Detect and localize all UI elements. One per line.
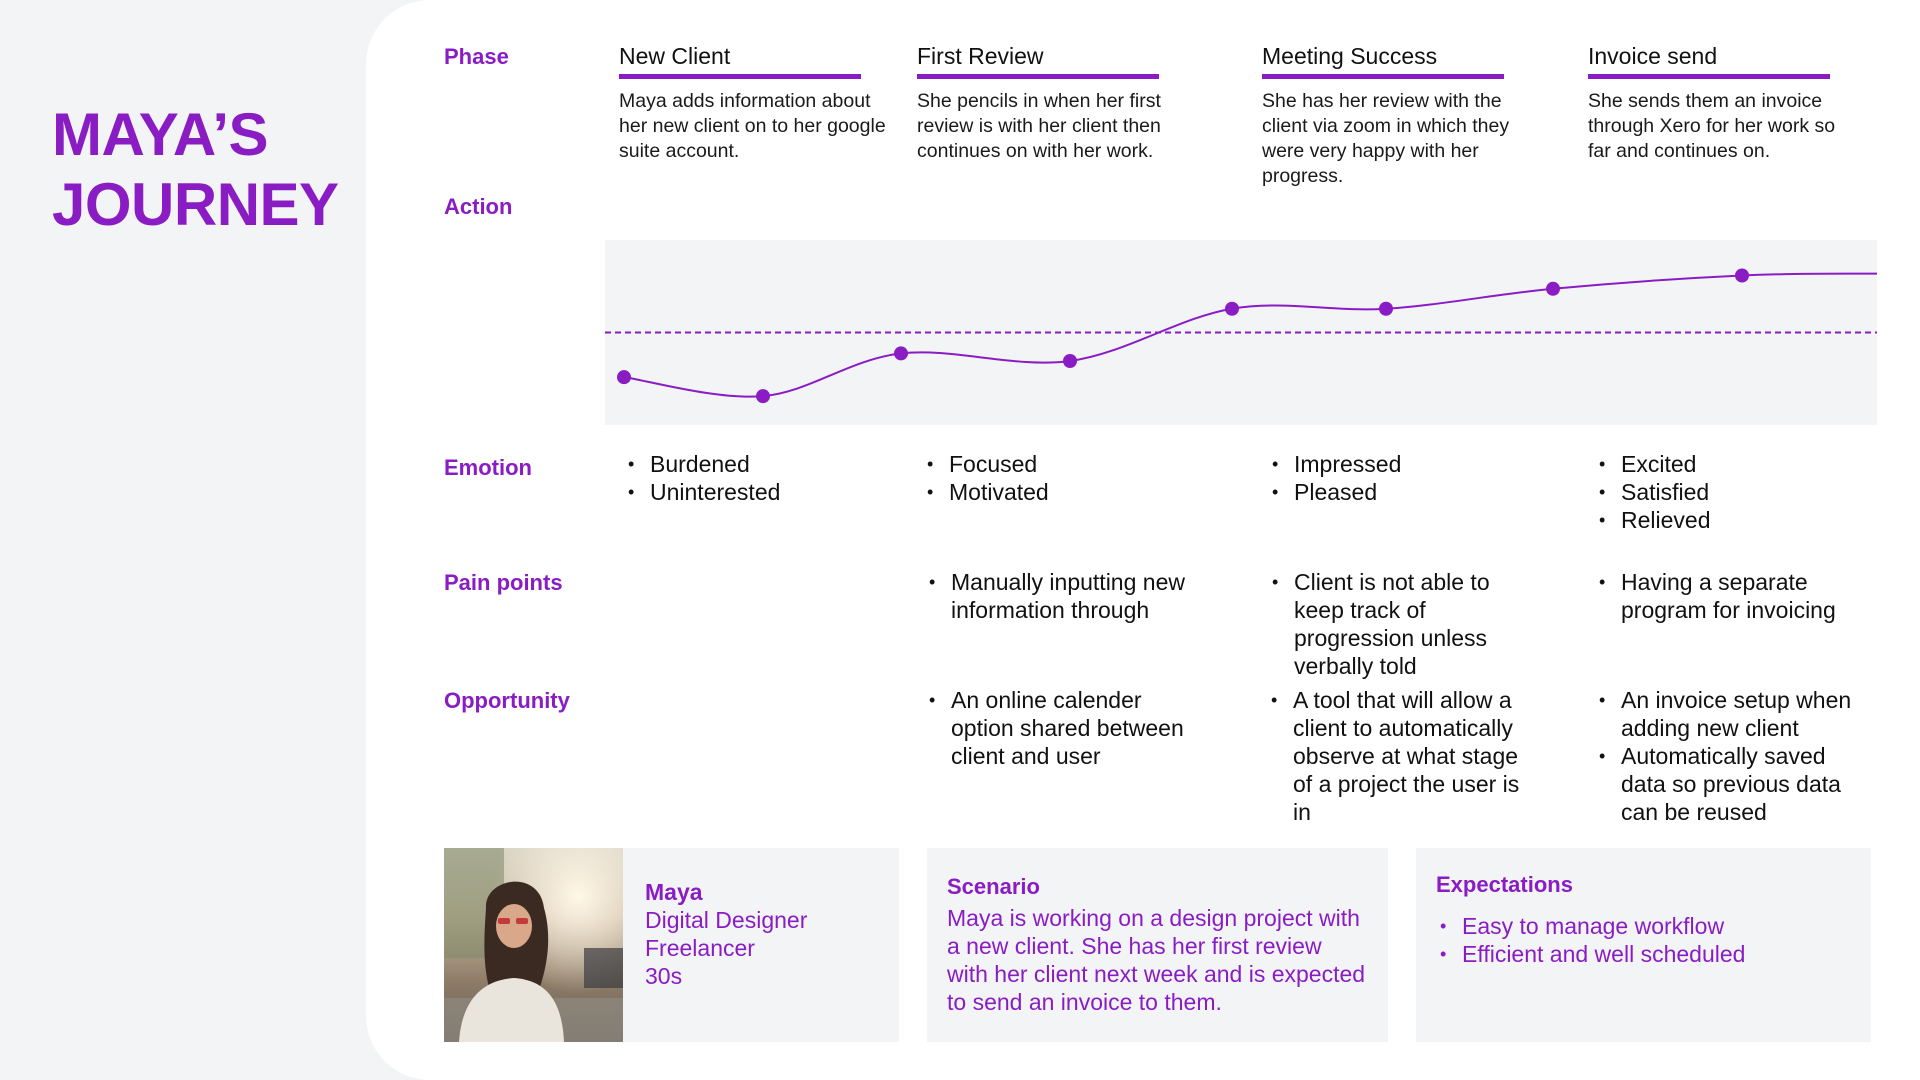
- scenario-heading: Scenario: [947, 874, 1040, 899]
- expectations-card: [1416, 848, 1871, 1042]
- persona-type: Freelancer: [645, 935, 755, 961]
- emotion-series-line: [624, 274, 1877, 397]
- list-item: • Automatically saved data so previous data can be reused: [1599, 742, 1869, 826]
- woman-portrait-photo: [444, 848, 623, 1042]
- list-item: • An online calender option shared between client and user: [929, 686, 1209, 770]
- portrait-illustration: [444, 848, 623, 1042]
- list-item: • Uninterested: [628, 478, 780, 506]
- persona-name: Maya: [645, 879, 703, 905]
- pain-list-invoice-send: [1599, 568, 1889, 624]
- pain-list-meeting-success: [1272, 568, 1522, 680]
- row-label-pain-points: Pain points: [444, 570, 563, 595]
- phase-title: First Review: [917, 43, 1044, 69]
- persona-details: [645, 878, 807, 990]
- opportunity-list-first-review: [929, 686, 1209, 770]
- emotion-chart-svg: [605, 240, 1877, 425]
- emotion-point-5: [1225, 302, 1239, 316]
- list-item: • Client is not able to keep track of progression unless verbally told: [1272, 568, 1522, 680]
- row-label-action: Action: [444, 194, 513, 219]
- emotion-point-8: [1735, 269, 1749, 283]
- expectations-list: [1436, 912, 1851, 968]
- emotion-point-3: [894, 346, 908, 360]
- list-item: • Relieved: [1599, 506, 1711, 534]
- emotion-list-meeting-success: [1272, 450, 1401, 506]
- opportunity-list-meeting-success: [1271, 686, 1541, 826]
- emotion-point-1: [617, 370, 631, 384]
- emotion-list-invoice-send: [1599, 450, 1711, 534]
- list-item: • Excited: [1599, 450, 1711, 478]
- phase-meeting-success: [1262, 42, 1532, 189]
- list-item: • Burdened: [628, 450, 780, 478]
- phase-new-client: [619, 42, 889, 164]
- list-item: • Efficient and well scheduled: [1436, 940, 1851, 968]
- title-line-2: JOURNEY: [52, 171, 339, 238]
- emotion-point-7: [1546, 282, 1560, 296]
- emotion-list-first-review: [927, 450, 1049, 506]
- list-item: • Satisfied: [1599, 478, 1711, 506]
- phase-underline: [1588, 74, 1830, 79]
- scenario-text: Maya is working on a design project with a new client. She has her first review with her client next week and is expected to send an invoice to them.: [947, 905, 1366, 1015]
- phase-underline: [1262, 74, 1504, 79]
- list-item: • Having a separate program for invoicing: [1599, 568, 1889, 624]
- title-line-1: MAYA’S: [52, 101, 269, 168]
- phase-underline: [917, 74, 1159, 79]
- list-item: • Easy to manage workflow: [1436, 912, 1851, 940]
- expectations-heading: Expectations: [1436, 872, 1573, 897]
- phase-title: Meeting Success: [1262, 43, 1438, 69]
- row-label-emotion: Emotion: [444, 455, 532, 480]
- phase-title: Invoice send: [1588, 43, 1718, 69]
- emotion-point-6: [1379, 302, 1393, 316]
- phase-description: She sends them an invoice through Xero for her work so far and continues on.: [1588, 90, 1836, 162]
- list-item: • A tool that will allow a client to automatically observe at what stage of a project the user is in: [1271, 686, 1541, 826]
- emotion-list-new-client: [628, 450, 780, 506]
- opportunity-list-invoice-send: [1599, 686, 1869, 826]
- emotion-point-4: [1063, 354, 1077, 368]
- list-item: • Focused: [927, 450, 1049, 478]
- list-item: • Impressed: [1272, 450, 1401, 478]
- phase-first-review: [917, 42, 1187, 164]
- row-label-phase: Phase: [444, 44, 509, 69]
- persona-age: 30s: [645, 963, 683, 989]
- persona-role: Digital Designer: [645, 907, 808, 933]
- list-item: • An invoice setup when adding new client: [1599, 686, 1869, 742]
- phase-description: She pencils in when her first review is with her client then continues on with her work.: [917, 90, 1161, 162]
- list-item: • Manually inputting new information through: [929, 568, 1219, 624]
- page-title: [52, 100, 339, 240]
- emotion-chart: [605, 240, 1877, 425]
- scenario-card: [927, 848, 1388, 1042]
- phase-description: She has her review with the client via zoom in which they were very happy with her progress.: [1262, 90, 1510, 187]
- phase-description: Maya adds information about her new client on to her google suite account.: [619, 90, 886, 162]
- row-label-opportunity: Opportunity: [444, 688, 570, 713]
- phase-underline: [619, 74, 861, 79]
- list-item: • Pleased: [1272, 478, 1401, 506]
- emotion-point-2: [756, 389, 770, 403]
- phase-title: New Client: [619, 43, 731, 69]
- list-item: • Motivated: [927, 478, 1049, 506]
- pain-list-first-review: [929, 568, 1219, 624]
- phase-invoice-send: [1588, 42, 1858, 164]
